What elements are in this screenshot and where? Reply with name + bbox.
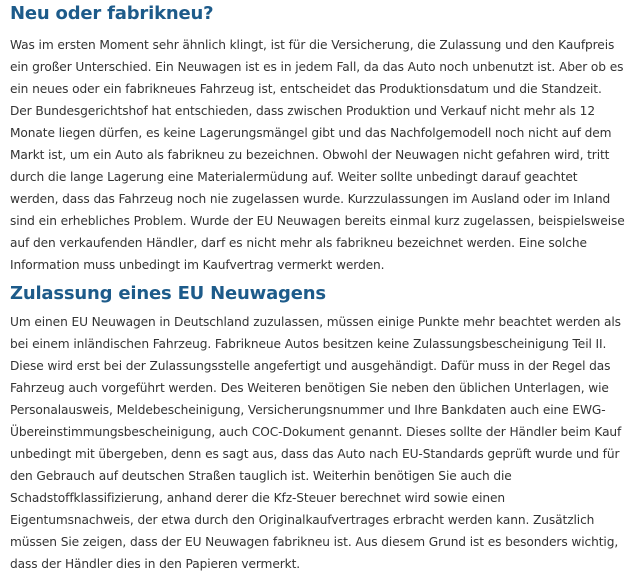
paragraph-line: Der Bundesgerichtshof hat entschieden, dass zwischen Produktion und Verkauf nicht mehr als 12 xyxy=(10,104,595,118)
paragraph-line: Was im ersten Moment sehr ähnlich klingt, ist für die Versicherung, die Zulassung und den Kaufpreis xyxy=(10,38,615,52)
paragraph-line: Fahrzeug auch vorgeführt werden. Des Weiteren benötigen Sie neben den üblichen Unterlagen, wie xyxy=(10,381,609,395)
section-paragraph-neu-oder-fabrikneu xyxy=(10,34,632,276)
section-heading-zulassung-eu-neuwagen: Zulassung eines EU Neuwagens xyxy=(10,283,326,304)
paragraph-line: Eigentumsnachweis, der etwa durch den Originalkaufvertrages erbracht werden kann. Zusätzlich xyxy=(10,513,595,527)
paragraph-line: ein großer Unterschied. Ein Neuwagen ist es in jedem Fall, da das Auto noch unbenutzt ist. Aber ob es xyxy=(10,60,624,74)
paragraph-line: Monate liegen dürfen, es keine Lagerungsmängel gibt und das Nachfolgemodell noch nicht auf dem xyxy=(10,126,612,140)
paragraph-line: Schadstoffklassifizierung, anhand derer die Kfz-Steuer berechnet wird sowie einen xyxy=(10,491,506,505)
article-content xyxy=(10,0,632,575)
paragraph-line: Um einen EU Neuwagen in Deutschland zuzulassen, müssen einige Punkte mehr beachtet werden als xyxy=(10,315,621,329)
paragraph-line: Diese wird erst bei der Zulassungsstelle angefertigt und ausgehändigt. Dafür muss in der Regel das xyxy=(10,359,611,373)
paragraph-line: auf den verkaufenden Händler, darf es nicht mehr als fabrikneu bezeichnet werden. Eine solche xyxy=(10,236,587,250)
paragraph-line: bei einem inländischen Fahrzeug. Fabrikneue Autos besitzen keine Zulassungsbescheinigung Teil II. xyxy=(10,337,607,351)
paragraph-line: unbedingt mit übergeben, denn es sagt aus, dass das Auto nach EU-Standards geprüft wurde und für xyxy=(10,447,620,461)
paragraph-line: Personalausweis, Meldebescheinigung, Versicherungsnummer und Ihre Bankdaten auch eine EWG- xyxy=(10,403,606,417)
paragraph-line: sind ein erhebliches Problem. Wurde der EU Neuwagen bereits einmal kurz zugelassen, beispielsweise xyxy=(10,214,625,228)
paragraph-line: dass der Händler dies in den Papieren vermerkt. xyxy=(10,557,301,571)
paragraph-line: werden, dass das Fahrzeug noch nie zugelassen wurde. Kurzzulassungen im Ausland oder im Inland xyxy=(10,192,611,206)
paragraph-line: Übereinstimmungsbescheinigung, auch COC-Dokument genannt. Dieses sollte der Händler beim Kauf xyxy=(10,425,622,439)
paragraph-line: Markt ist, um ein Auto als fabrikneu zu bezeichnen. Obwohl der Neuwagen nicht gefahren wird, tritt xyxy=(10,148,610,162)
paragraph-line: den Gebrauch auf deutschen Straßen tauglich ist. Weiterhin benötigen Sie auch die xyxy=(10,469,512,483)
paragraph-line: Information muss unbedingt im Kaufvertrag vermerkt werden. xyxy=(10,258,385,272)
paragraph-line: durch die lange Lagerung eine Materialermüdung auf. Weiter sollte unbedingt darauf geachtet xyxy=(10,170,578,184)
paragraph-line: ein neues oder ein fabrikneues Fahrzeug ist, entscheidet das Produktionsdatum und die Standzeit. xyxy=(10,82,602,96)
paragraph-line: müssen Sie zeigen, dass der EU Neuwagen fabrikneu ist. Aus diesem Grund ist es besonders wichtig, xyxy=(10,535,619,549)
section-heading-neu-oder-fabrikneu: Neu oder fabrikneu? xyxy=(10,3,214,24)
section-paragraph-zulassung-eu-neuwagen xyxy=(10,311,632,575)
